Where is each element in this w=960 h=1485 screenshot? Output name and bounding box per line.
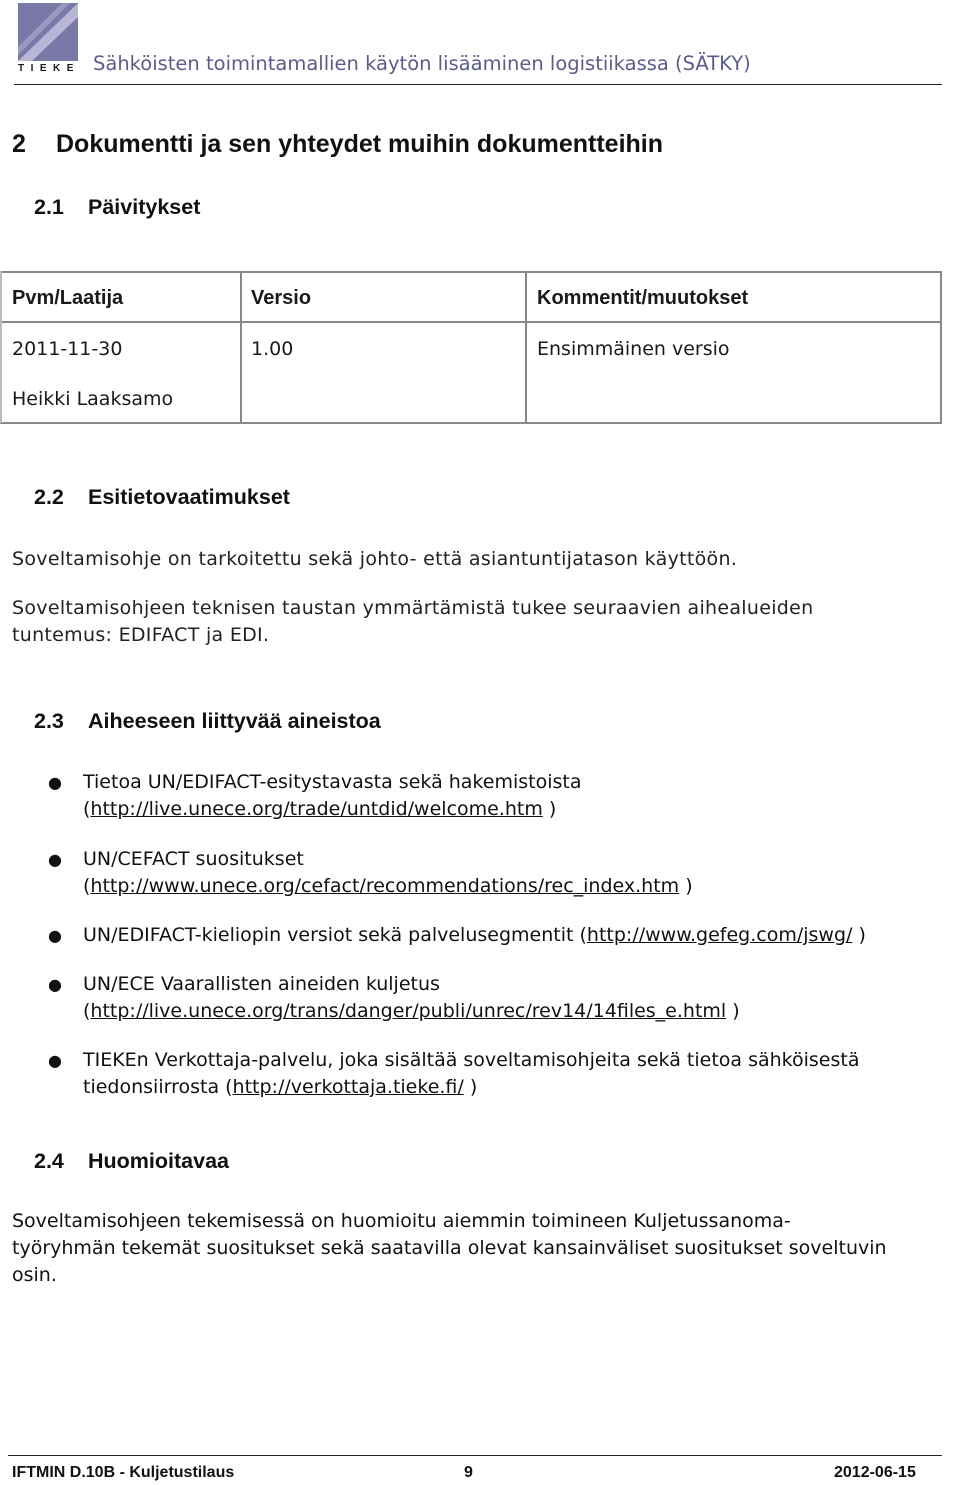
list-item-text: ) [679,875,693,897]
footer-date: 2012-06-15 [834,1464,916,1481]
list-item-text: ( [83,875,91,897]
list-item-line: UN/ECE Vaarallisten aineiden kuljetus [83,973,440,995]
tieke-logo-mark [18,3,78,61]
list-item-text: ) [463,1076,478,1098]
list-item-text: tiedonsiirrosta ( [83,1076,233,1098]
list-item-text: ) [852,924,866,946]
list-item-text: ) [726,1000,740,1022]
section-title: Dokumentti ja sen yhteydet muihin dokumentteihin [56,130,664,158]
section-number: 2.1 [34,195,64,219]
footer-document: IFTMIN D.10B - Kuljetustilaus [12,1464,235,1481]
link-verkottaja[interactable]: http://verkottaja.tieke.fi/ [232,1076,464,1098]
header-divider [14,84,942,85]
footer-page-number: 9 [464,1464,473,1481]
list-item [83,1000,740,1022]
list-item-line: TIEKEn Verkottaja-palvelu, joka sisältää soveltamisohjeita sekä tietoa sähköisestä [83,1049,860,1071]
paragraph: tuntemus: EDIFACT ja EDI. [12,624,270,646]
table-header-comments: Kommentit/muutokset [537,287,749,309]
list-item-text: ) [542,798,557,820]
table-cell-version: 1.00 [251,338,294,360]
bullet-icon: ● [48,975,62,994]
section-title: Huomioitavaa [88,1149,229,1173]
list-item-text: ( [83,798,91,820]
link-cefact-recommendations[interactable]: http://www.unece.org/cefact/recommendations/rec_index.htm [90,875,680,897]
link-unrec[interactable]: http://live.unece.org/trans/danger/publi/unrec/rev14/14files_e.html [90,1000,727,1022]
table-cell-date: 2011-11-30 [12,338,123,360]
link-untdid[interactable]: http://live.unece.org/trade/untdid/welcome.htm [90,798,543,820]
bullet-icon: ● [48,926,62,945]
paragraph: Soveltamisohjeen teknisen taustan ymmärtämistä tukee seuraavien aihealueiden [12,597,814,619]
section-2-heading [12,130,663,159]
section-2-1-heading [34,195,200,220]
section-title: Päivitykset [88,195,201,219]
list-item-line: UN/CEFACT suositukset [83,848,304,870]
table-cell-comment: Ensimmäinen versio [537,338,730,360]
bullet-icon: ● [48,1051,62,1070]
paragraph: työryhmän tekemät suositukset sekä saatavilla olevat kansainväliset suositukset soveltuvin [12,1237,887,1259]
list-item-text: ( [83,1000,91,1022]
table-cell-author: Heikki Laaksamo [12,388,174,410]
section-2-4-heading [34,1149,229,1174]
section-number: 2.2 [34,485,64,509]
table-header-version: Versio [251,287,312,309]
bullet-icon: ● [48,850,62,869]
link-gefeg[interactable]: http://www.gefeg.com/jswg/ [586,924,853,946]
footer-divider [8,1455,942,1456]
section-number: 2.3 [34,709,64,733]
section-2-3-heading [34,709,381,734]
paragraph: Soveltamisohjeen tekemisessä on huomioitu aiemmin toimineen Kuljetussanoma- [12,1210,791,1232]
section-2-2-heading [34,485,290,510]
list-item [83,1076,477,1098]
paragraph: Soveltamisohje on tarkoitettu sekä johto- että asiantuntijatason käyttöön. [12,548,738,570]
list-item-line: Tietoa UN/EDIFACT-esitystavasta sekä hakemistoista [83,771,582,793]
section-number: 2 [12,130,26,158]
section-number: 2.4 [34,1149,64,1173]
list-item [83,798,556,820]
paragraph: osin. [12,1264,57,1286]
section-title: Aiheeseen liittyvää aineistoa [88,709,381,733]
bullet-icon: ● [48,773,62,792]
logo-text: TIEKE [18,63,80,74]
tieke-logo [18,3,78,75]
list-item [83,875,693,897]
list-item [83,924,866,946]
header-title: Sähköisten toimintamallien käytön lisääminen logistiikassa (SÄTKY) [93,52,751,75]
section-title: Esitietovaatimukset [88,485,290,509]
table-header-date: Pvm/Laatija [12,287,124,309]
list-item-text: UN/EDIFACT-kieliopin versiot sekä palvelusegmentit ( [83,924,587,946]
update-table [0,271,942,423]
